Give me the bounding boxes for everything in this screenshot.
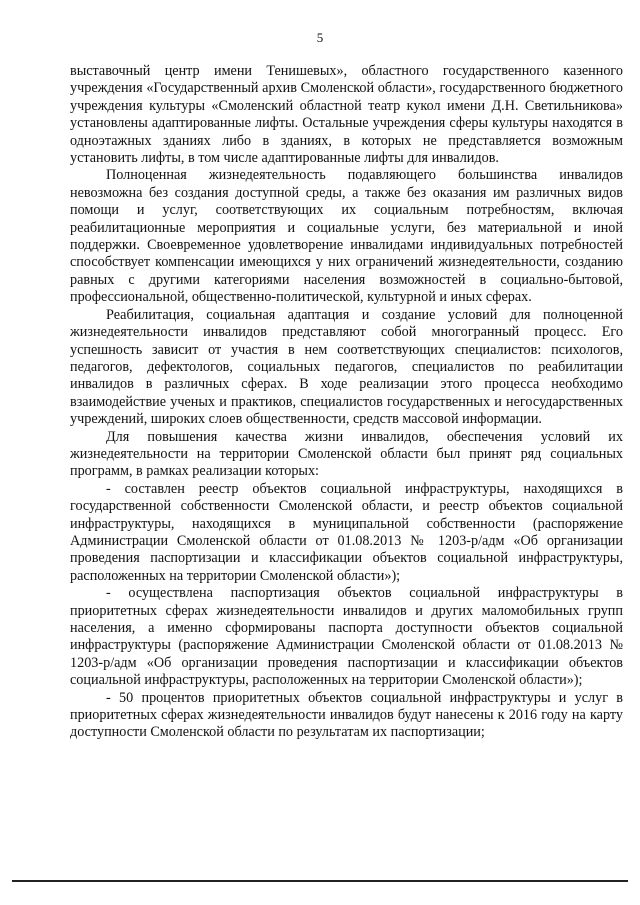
paragraph-2: Полноценная жизнедеятельность подавляющего большинства инвалидов невозможна без создания доступной среды, а также без оказания им различных видов помощи и услуг, соответствующих их социальным потребностям, включая реабилитационные мероприятия и социальные услуги, без материальной и иной поддержки. Своевременное удовлетворение инвалидами индивидуальных потребностей способствует компенсации имеющихся у них ограничений жизнедеятельности, созданию равных с другими категориями населения возможностей в социально-бытовой, профессиональной, общественно-политической, культурной и иных сферах. [70,167,623,306]
bottom-rule [12,880,628,882]
list-item-passports: - осуществлена паспортизация объектов социальной инфраструктуры в приоритетных сферах жизнедеятельности инвалидов и других маломобильных групп населения, а именно сформированы паспорта доступности объектов социальной инфраструктуры (распоряжение Администрации Смоленской области от 01.08.2013 № 1203-р/адм «Об организации проведения паспортизации и классификации объектов социальной инфраструктуры, расположенных на территории Смоленской области»); [70,585,623,689]
paragraph-1: выставочный центр имени Тенишевых», областного государственного казенного учреждения «Государственный архив Смоленской области», государственного бюджетного учреждения культуры «Смоленский областной театр кукол имени Д.Н. Светильникова» установлены адаптированные лифты. Остальные учреждения сферы культуры находятся в одноэтажных зданиях либо в зданиях, в которых не представляется возможным установить лифты, в том числе адаптированные лифты для инвалидов. [70,63,623,167]
paragraph-3: Реабилитация, социальная адаптация и создание условий для полноценной жизнедеятельности инвалидов представляют собой многогранный процесс. Его успешность зависит от участия в нем соответствующих специалистов: психологов, педагогов, дефектологов, социальных педагогов, специалистов по реабилитации инвалидов в различных сферах. В ходе реализации этого процесса необходимо взаимодействие ученых и практиков, специалистов государственных и негосударственных учреждений, широких слоев общественности, средств массовой информации. [70,306,623,428]
list-item-registry: - составлен реестр объектов социальной инфраструктуры, находящихся в государственной собственности Смоленской области, и реестр объектов социальной инфраструктуры, находящихся в муниципальной собственности (распоряжение Администрации Смоленской области от 01.08.2013 № 1203-р/адм «Об организации проведения паспортизации и классификации объектов социальной инфраструктуры, расположенных на территории Смоленской области»); [70,480,623,584]
document-body [70,63,623,742]
list-item-accessibility-map: - 50 процентов приоритетных объектов социальной инфраструктуры и услуг в приоритетных сферах жизнедеятельности инвалидов будут нанесены к 2016 году на карту доступности Смоленской области по результатам их паспортизации; [70,689,623,741]
paragraph-4: Для повышения качества жизни инвалидов, обеспечения условий их жизнедеятельности на территории Смоленской области был принят ряд социальных программ, в рамках реализации которых: [70,428,623,480]
page-number: 5 [316,30,324,45]
